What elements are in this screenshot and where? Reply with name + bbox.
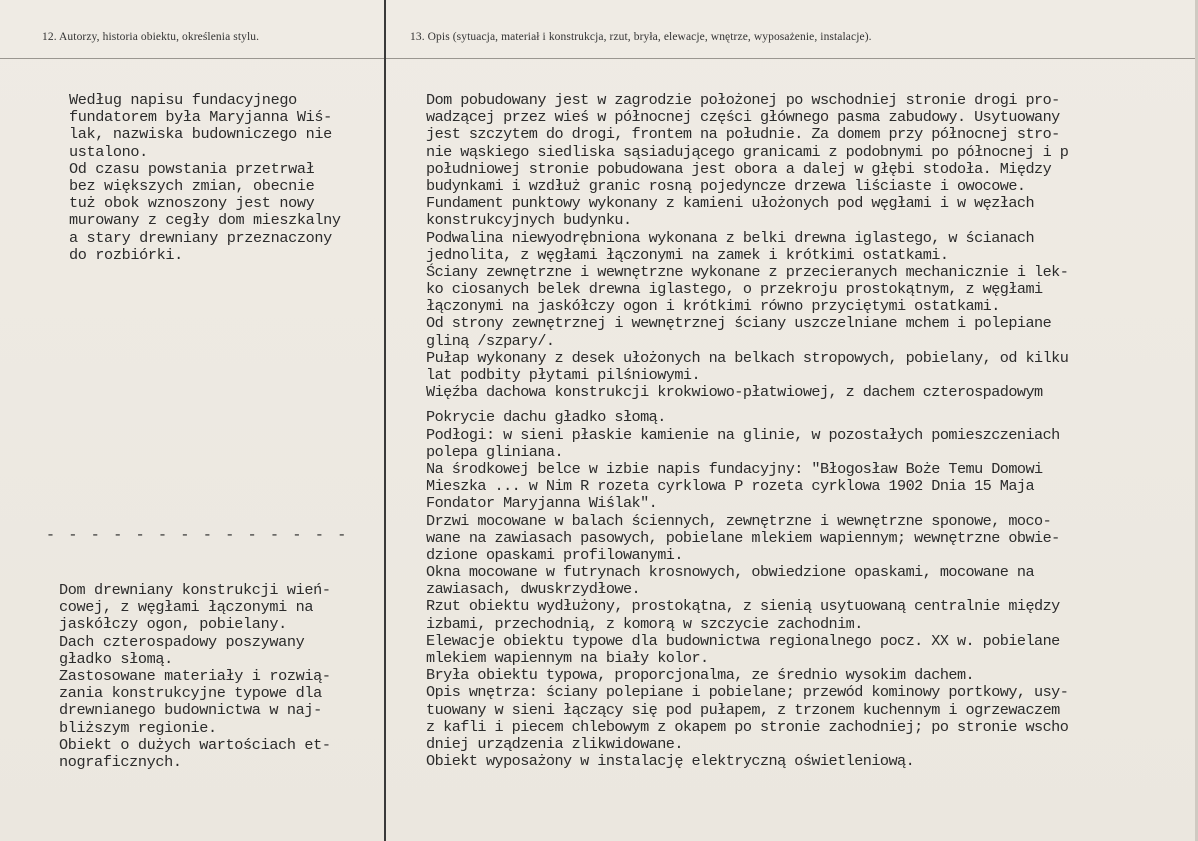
text-line: Zastosowane materiały i rozwią- <box>59 666 331 685</box>
text-line: lak, nazwiska budowniczego nie <box>69 125 332 144</box>
text-line: Według napisu fundacyjnego <box>69 91 297 109</box>
text-line: Podłogi: w sieni płaskie kamienie na glinie, w pozostałych pomieszczeniach <box>426 425 1060 444</box>
text-line: Podwalina niewyodrębniona wykonana z belki drewna iglastego, w ścianach <box>426 228 1035 247</box>
text-line: jaskółczy ogon, pobielany. <box>59 615 287 634</box>
section-13-header: 13. Opis (sytuacja, materiał i konstrukcja, rzut, bryła, elewacje, wnętrze, wyposażenie, instalacje). <box>410 31 872 43</box>
text-line: Dach czterospadowy poszywany <box>59 632 305 651</box>
text-line: gładko słomą. <box>59 649 173 668</box>
text-line: Pułap wykonany z desek ułożonych na belkach stropowych, pobielany, od kilku <box>426 348 1069 367</box>
text-line: jednolita, z węgłami łączonymi na zamek i krótkimi ostatkami. <box>426 245 949 264</box>
text-line: Na środkowej belce w izbie napis fundacyjny: "Błogosław Boże Temu Domowi <box>426 459 1043 478</box>
text-line: Ściany zewnętrzne i wewnętrzne wykonane z przecieranych mechanicznie i lek- <box>426 262 1069 281</box>
section-12-header: 12. Autorzy, historia obiektu, określenia stylu. <box>42 31 260 43</box>
text-line: Drzwi mocowane w balach ściennych, zewnętrzne i wewnętrzne sponowe, moco- <box>426 511 1052 530</box>
text-line: Obiekt wyposażony w instalację elektryczną oświetleniową. <box>426 752 915 771</box>
text-line: izbami, przechodnią, z komorą w szczycie zachodnim. <box>426 614 863 633</box>
text-line: dniej urządzenia zlikwidowane. <box>426 734 683 753</box>
text-line: nie wąskiego siedliska sąsiadującego granicami z podobnymi po północnej i p <box>426 142 1069 161</box>
description-text <box>426 92 1068 770</box>
text-line: Dom pobudowany jest w zagrodzie położonej po wschodniej stronie drogi pro- <box>426 91 1060 109</box>
text-line: łączonymi na jaskółczy ogon i krótkimi równo przyciętymi ostatkami. <box>426 297 1000 316</box>
text-line: Od czasu powstania przetrwał <box>69 159 315 178</box>
text-line: zania konstrukcyjne typowe dla <box>59 684 322 703</box>
text-line: konstrukcyjnych budynku. <box>426 211 632 230</box>
text-line: tuż obok wznoszony jest nowy <box>69 194 315 213</box>
text-line: gliną /szpary/. <box>426 331 555 350</box>
text-line: Okna mocowane w futrynach krosnowych, obwiedzione opaskami, mocowane na <box>426 563 1035 582</box>
text-line: bez większych zmian, obecnie <box>69 176 315 195</box>
text-line: a stary drewniany przeznaczony <box>69 228 332 247</box>
header-rule <box>0 58 1198 59</box>
text-line: lat podbity płytami pilśniowymi. <box>426 366 701 384</box>
text-line: Fundament punktowy wykonany z kamieni ułożonych pod węgłami i w węzłach <box>426 194 1035 213</box>
text-line: wadzącej przez wieś w północnej części głównego pasma zabudowy. Usytuowany <box>426 108 1060 127</box>
text-line: bliższym regionie. <box>59 718 217 737</box>
history-text <box>69 92 341 264</box>
text-line: Od strony zewnętrznej i wewnętrznej ściany uszczelniane mchem i polepiane <box>426 314 1052 333</box>
text-line: Fondator Maryjanna Wiślak". <box>426 494 658 513</box>
text-line: Mieszka ... w Nim R rozeta cyrklowa P rozeta cyrklowa 1902 Dnia 15 Maja <box>426 477 1035 496</box>
text-line: tuowany w sieni łączący się pod pułapem, z trzonem kuchennym i ogrzewaczem <box>426 700 1060 719</box>
text-line: jest szczytem do drogi, frontem na południe. Za domem przy północnej stro- <box>426 125 1060 144</box>
text-line: fundatorem była Maryjanna Wiś- <box>69 108 332 127</box>
text-line: ko ciosanych belek drewna iglastego, o przekroju prostokątnym, z węgłami <box>426 280 1043 299</box>
text-line: Rzut obiektu wydłużony, prostokątna, z sienią usytuowaną centralnie między <box>426 597 1060 616</box>
text-line: budynkami i wzdłuż granic rosną pojedyncze drzewa liściaste i owocowe. <box>426 176 1026 195</box>
text-line: Bryła obiektu typowa, proporcjonalma, ze średnio wysokim dachem. <box>426 666 975 685</box>
text-line: Pokrycie dachu gładko słomą. <box>426 408 666 427</box>
text-line: z kafli i piecem chlebowym z okapem po stronie zachodniej; po stronie wscho <box>426 717 1069 736</box>
text-line: zawiasach, dwuskrzydłowe. <box>426 580 641 599</box>
text-line: ustalono. <box>69 142 148 161</box>
style-text <box>59 582 331 771</box>
column-divider <box>384 0 386 841</box>
text-line: drewnianego budownictwa w naj- <box>59 701 322 720</box>
text-line: Więźba dachowa konstrukcji krokwiowo-płatwiowej, z dachem czterospadowym <box>426 383 1043 402</box>
text-line: dzione opaskami profilowanymi. <box>426 545 683 564</box>
text-line: polepa gliniana. <box>426 442 564 461</box>
text-line: mlekiem wapiennym na biały kolor. <box>426 649 709 667</box>
text-line: Dom drewniany konstrukcji wień- <box>59 581 331 599</box>
text-line: wane na zawiasach pasowych, pobielane mlekiem wapiennym; wewnętrzne obwie- <box>426 528 1060 547</box>
text-line: nograficznych. <box>59 752 182 771</box>
text-line: cowej, z węgłami łączonymi na <box>59 598 314 617</box>
dash-separator: - - - - - - - - - - - - - - <box>46 527 349 544</box>
text-line: do rozbiórki. <box>69 245 183 264</box>
text-line: murowany z cegły dom mieszkalny <box>69 211 341 230</box>
text-line: Opis wnętrza: ściany polepiane i pobielane; przewód kominowy portkowy, usy- <box>426 683 1069 702</box>
text-line: południowej stronie pobudowana jest obora a dalej w głębi stodoła. Między <box>426 159 1052 178</box>
text-line: Obiekt o dużych wartościach et- <box>59 735 331 754</box>
text-line: Elewacje obiektu typowe dla budownictwa regionalnego pocz. XX w. pobielane <box>426 631 1060 650</box>
